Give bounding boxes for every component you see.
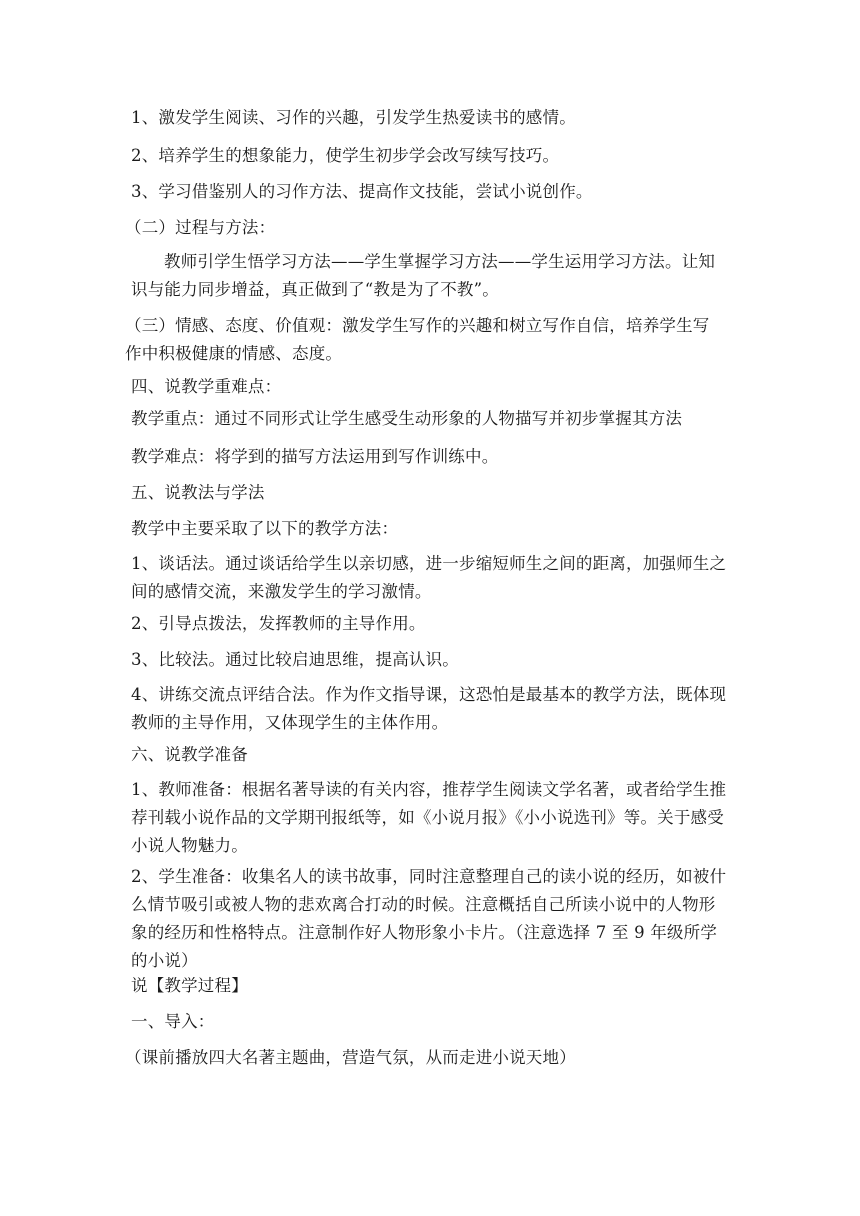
section-teaching-process-heading: 说【教学过程】: [131, 976, 248, 995]
section-preparation-heading: 六、说教学准备: [131, 745, 248, 764]
difficult-point: 教学难点：将学到的描写方法运用到写作训练中。: [131, 447, 499, 466]
introduction-heading: 一、导入：: [131, 1012, 215, 1031]
key-point: 教学重点：通过不同形式让学生感受生动形象的人物描写并初步掌握其方法: [131, 409, 683, 428]
teacher-preparation: 1、教师准备：根据名著导读的有关内容，推荐学生阅读文学名著，或者给学生推荐刊载小说作品的文学期刊报纸等，如《小说月报》《小小说选刊》等。关于感受小说人物魅力。: [131, 780, 727, 855]
objective-2: 2、培养学生的想象能力，使学生初步学会改写续写技巧。: [131, 146, 560, 165]
method-1: 1、谈话法。通过谈话给学生以亲切感，进一步缩短师生之间的距离，加强师生之间的感情交流，来激发学生的学习激情。: [131, 554, 727, 601]
method-2: 2、引导点拨法，发挥教师的主导作用。: [131, 614, 426, 633]
objective-3: 3、学习借鉴别人的习作方法、提高作文技能，尝试小说创作。: [131, 182, 593, 201]
section-methods-heading: 五、说教法与学法: [131, 483, 265, 502]
section-process-method-heading: （二）过程与方法：: [125, 218, 276, 237]
student-preparation: 2、学生准备：收集名人的读书故事，同时注意整理自己的读小说的经历，如被什么情节吸引或被人物的悲欢离合打动的时候。注意概括自己所读小说中的人物形象的经历和性格特点。注意制作好人物形象小卡片。（注意选择 7 至 9 年级所学的小说）: [131, 867, 727, 970]
emotion-attitude-paragraph: （三）情感、态度、价值观：激发学生写作的兴趣和树立写作自信，培养学生写作中积极健康的情感、态度。: [125, 316, 710, 363]
method-4: 4、讲练交流点评结合法。作为作文指导课，这恐怕是最基本的教学方法，既体现教师的主导作用，又体现学生的主体作用。: [131, 685, 727, 732]
section-key-points-heading: 四、说教学重难点：: [131, 377, 282, 396]
method-3: 3、比较法。通过比较启迪思维，提高认识。: [131, 650, 459, 669]
process-method-paragraph: 教师引学生悟学习方法——学生掌握学习方法——学生运用学习方法。让知识与能力同步增益，真正做到了“教是为了不教”。: [131, 252, 716, 299]
objective-1: 1、激发学生阅读、习作的兴趣，引发学生热爱读书的感情。: [131, 108, 576, 127]
introduction-note: （课前播放四大名著主题曲，营造气氛，从而走进小说天地）: [125, 1048, 576, 1067]
methods-intro: 教学中主要采取了以下的教学方法：: [131, 519, 399, 538]
